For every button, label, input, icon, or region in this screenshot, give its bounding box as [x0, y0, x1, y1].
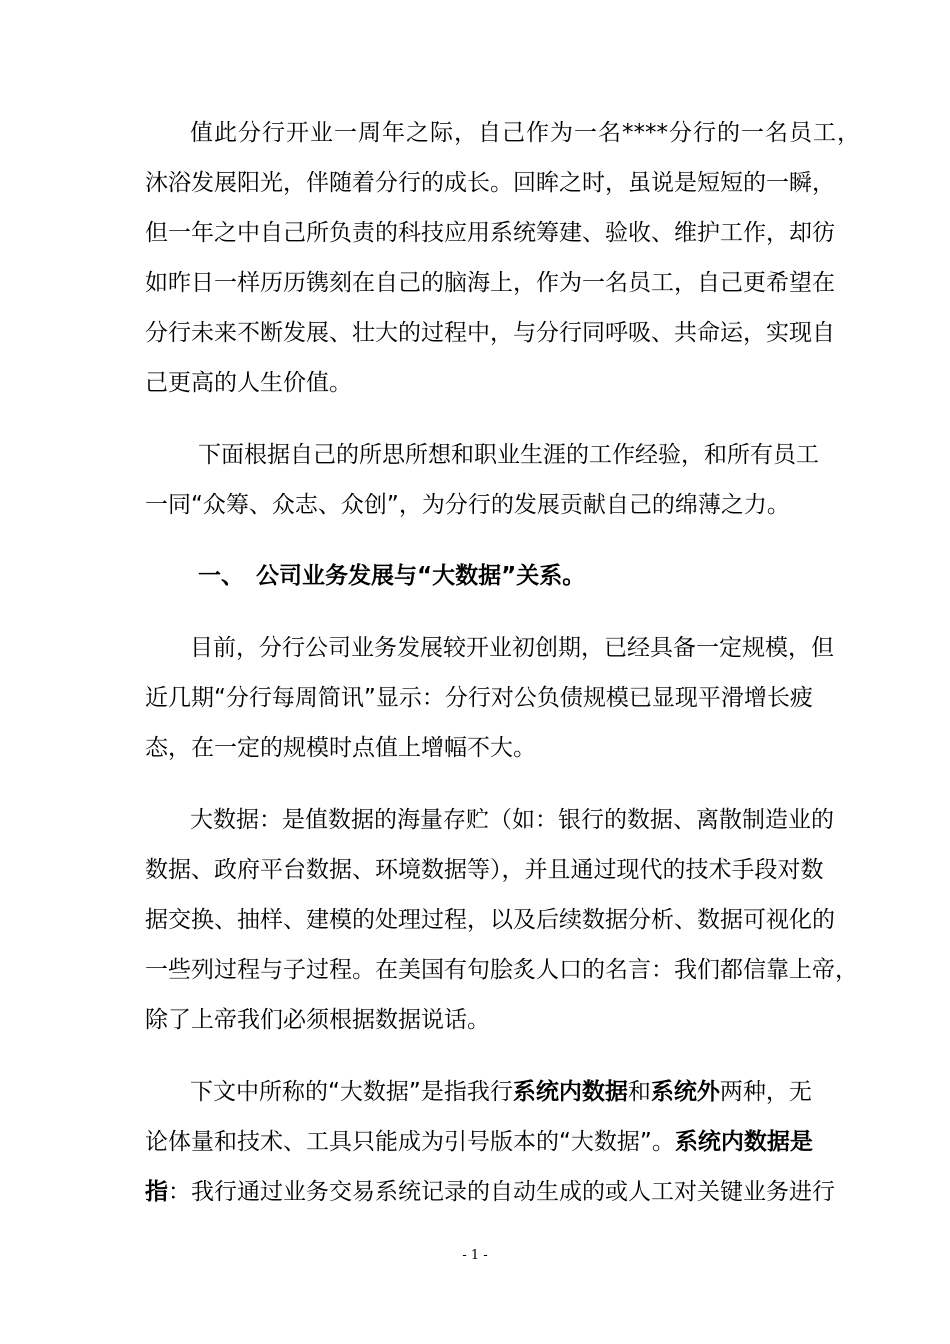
text-line: 态，在一定的规模时点值上增幅不大。 — [145, 735, 536, 761]
section-title: 公司业务发展与“大数据”关系。 — [256, 563, 586, 589]
text-line: 一些列过程与子过程。在美国有句脍炙人口的名言：我们都信靠上帝， — [145, 957, 858, 983]
text-line: 值此分行开业一周年之际，自己作为一名****分行的一名员工， — [190, 120, 860, 146]
text-line: 近几期“分行每周简讯”显示：分行对公负债规模已显现平滑增长疲 — [145, 685, 813, 711]
text-line: 数据、政府平台数据、环境数据等），并且通过现代的技术手段对数 — [145, 857, 824, 883]
text-run: 下文中所称的“大数据”是指我行 — [190, 1079, 513, 1105]
text-line: 沐浴发展阳光，伴随着分行的成长。回眸之时，虽说是短短的一瞬， — [145, 170, 835, 196]
text-run: ：我行通过业务交易系统记录的自动生成的或人工对关键业务进行 — [168, 1179, 835, 1205]
text-run: 两种，无 — [719, 1079, 812, 1105]
text-run: 论体量和技术、工具只能成为引号版本的“大数据”。 — [145, 1129, 675, 1155]
bold-term: 系统内数据是 — [674, 1129, 813, 1155]
text-line: 大数据：是值数据的海量存贮（如：银行的数据、离散制造业的 — [190, 807, 834, 833]
text-line: 但一年之中自己所负责的科技应用系统筹建、验收、维护工作，却彷 — [145, 220, 835, 246]
text-line — [190, 1067, 812, 1117]
bold-term: 系统外 — [650, 1079, 720, 1105]
bold-term: 指 — [145, 1179, 168, 1205]
text-run: 和 — [627, 1079, 651, 1105]
page-number: - 1 - — [462, 1248, 488, 1263]
section-number: 一、 — [198, 563, 244, 589]
text-line — [145, 1117, 813, 1167]
text-line: 分行未来不断发展、壮大的过程中，与分行同呼吸、共命运，实现自 — [145, 320, 835, 346]
text-line: 目前，分行公司业务发展较开业初创期，已经具备一定规模，但 — [190, 635, 834, 661]
text-line: 除了上帝我们必须根据数据说话。 — [145, 1007, 490, 1033]
text-line: 据交换、抽样、建模的处理过程，以及后续数据分析、数据可视化的 — [145, 907, 835, 933]
section-heading — [198, 551, 868, 601]
text-line: 如昨日一样历历镌刻在自己的脑海上，作为一名员工，自己更希望在 — [145, 270, 835, 296]
text-line — [145, 1167, 835, 1217]
text-line: 下面根据自己的所思所想和职业生涯的工作经验，和所有员工 — [198, 442, 819, 468]
text-line: 一同“众筹、众志、众创”，为分行的发展贡献自己的绵薄之力。 — [145, 492, 790, 518]
text-line: 己更高的人生价值。 — [145, 370, 352, 396]
bold-term: 系统内数据 — [512, 1079, 628, 1105]
